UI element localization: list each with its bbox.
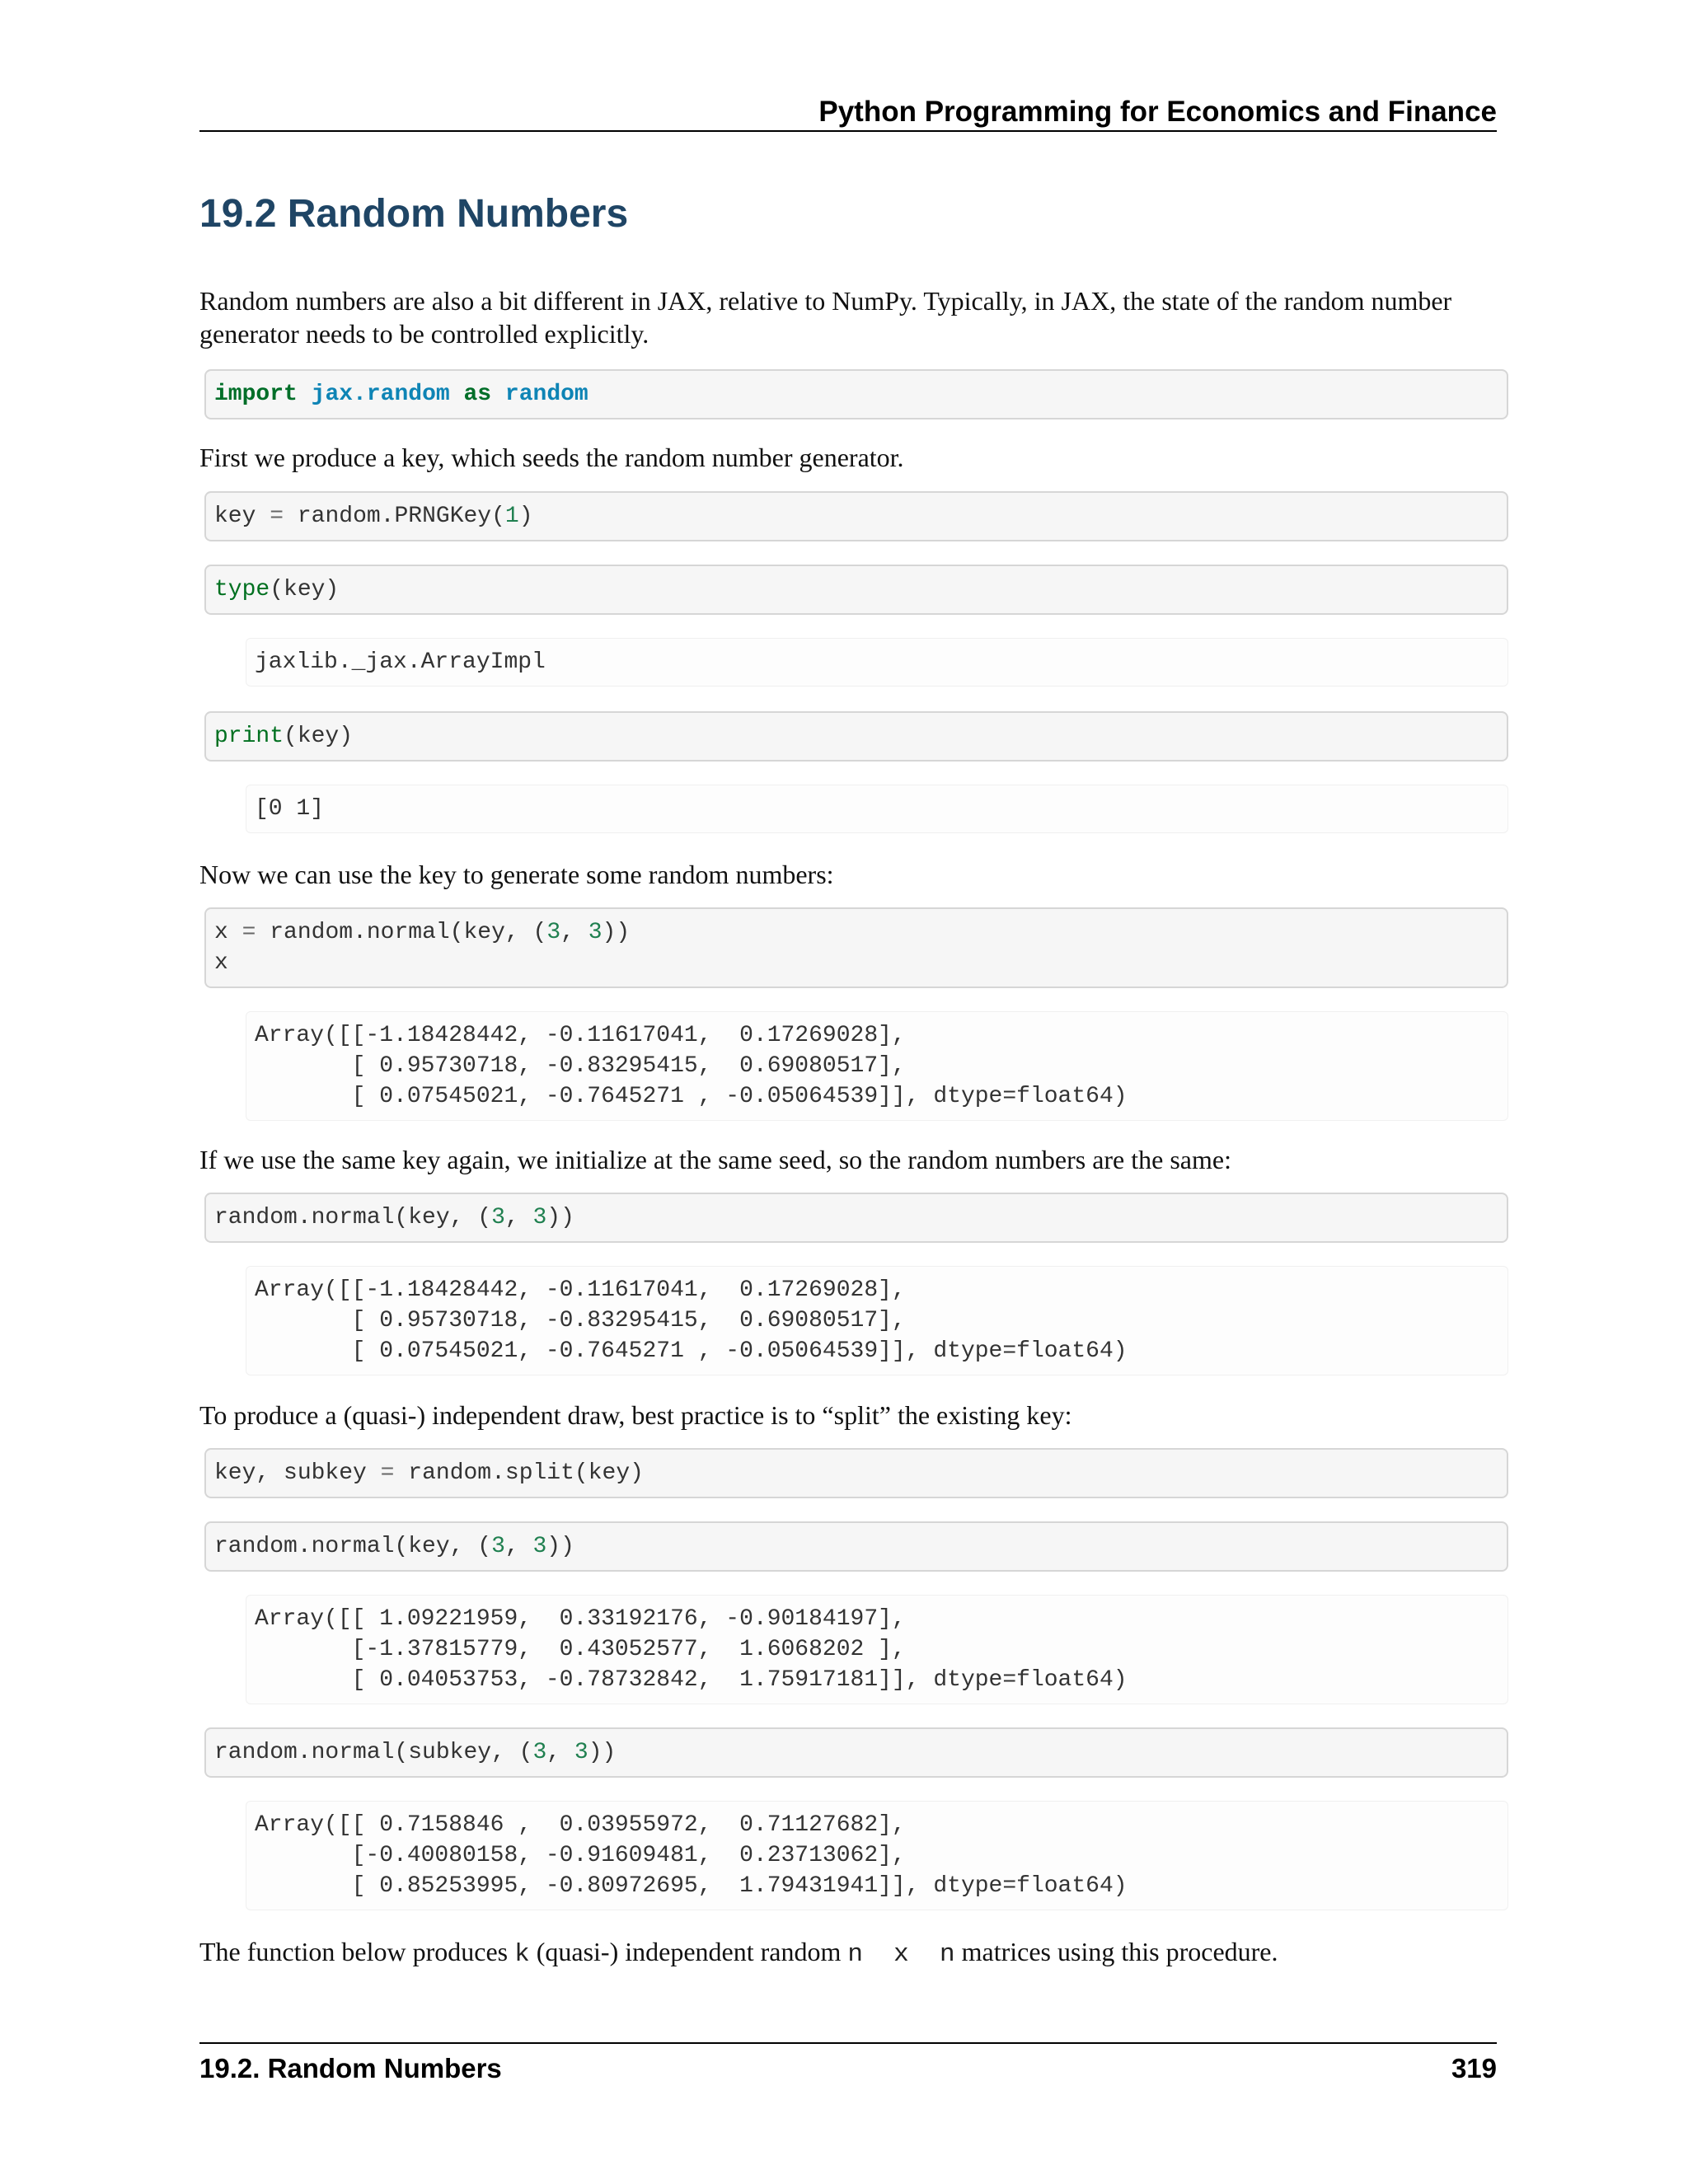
- output-normal-same: Array([[-1.18428442, -0.11617041, 0.17269028], [ 0.95730718, -0.83295415, 0.69080517], [ 0.07545021, -0.7645271 , -0.05064539]], dtype=float64): [246, 1266, 1508, 1376]
- page: [199, 0, 1497, 2184]
- output-print-key: [0 1]: [246, 785, 1508, 833]
- function-paragraph: The function below produces k (quasi-) independent random n x n matrices using this procedure.: [199, 1937, 1278, 1969]
- code-cell-import[interactable]: import jax.random as random: [204, 369, 1508, 419]
- output-type-key: jaxlib._jax.ArrayImpl: [246, 638, 1508, 687]
- running-footer: [199, 2042, 1497, 2092]
- intro-paragraph: Random numbers are also a bit different in JAX, relative to NumPy. Typically, in JAX, the state of the random number generator needs to be controlled explicitly.: [199, 286, 1452, 349]
- section-title: 19.2 Random Numbers: [199, 192, 629, 236]
- generate-paragraph: Now we can use the key to generate some random numbers:: [199, 860, 834, 889]
- running-header: Python Programming for Economics and Finance: [199, 92, 1497, 132]
- output-normal-subkey: Array([[ 0.7158846 , 0.03955972, 0.71127682], [-0.40080158, -0.91609481, 0.23713062], [ 0.85253995, -0.80972695, 1.79431941]], dtype=float64): [246, 1801, 1508, 1910]
- code-cell-normal-key[interactable]: random.normal(key, (3, 3)): [204, 1521, 1508, 1572]
- inline-code-nxn: n x n: [847, 1940, 955, 1969]
- code-cell-split[interactable]: key, subkey = random.split(key): [204, 1448, 1508, 1498]
- code-cell-normal-x[interactable]: x = random.normal(key, (3, 3)) x: [204, 907, 1508, 988]
- code-cell-normal-subkey[interactable]: random.normal(subkey, (3, 3)): [204, 1727, 1508, 1778]
- code-cell-type-key[interactable]: type(key): [204, 565, 1508, 615]
- split-paragraph: To produce a (quasi-) independent draw, best practice is to “split” the existing key:: [199, 1400, 1072, 1430]
- code-cell-prngkey[interactable]: key = random.PRNGKey(1): [204, 491, 1508, 541]
- code-cell-print-key[interactable]: print(key): [204, 711, 1508, 762]
- code-cell-normal-same[interactable]: random.normal(key, (3, 3)): [204, 1193, 1508, 1243]
- footer-section: 19.2. Random Numbers: [199, 2053, 502, 2083]
- key-paragraph: First we produce a key, which seeds the random number generator.: [199, 443, 904, 472]
- same-key-paragraph: If we use the same key again, we initialize at the same seed, so the random numbers are the same:: [199, 1145, 1231, 1174]
- output-normal-key: Array([[ 1.09221959, 0.33192176, -0.90184197], [-1.37815779, 0.43052577, 1.6068202 ], [ 0.04053753, -0.78732842, 1.75917181]], dtype=float64): [246, 1595, 1508, 1704]
- output-normal-x: Array([[-1.18428442, -0.11617041, 0.17269028], [ 0.95730718, -0.83295415, 0.69080517], [ 0.07545021, -0.7645271 , -0.05064539]], dtype=float64): [246, 1011, 1508, 1121]
- page-number: 319: [1451, 2053, 1497, 2083]
- inline-code-k: k: [514, 1940, 530, 1969]
